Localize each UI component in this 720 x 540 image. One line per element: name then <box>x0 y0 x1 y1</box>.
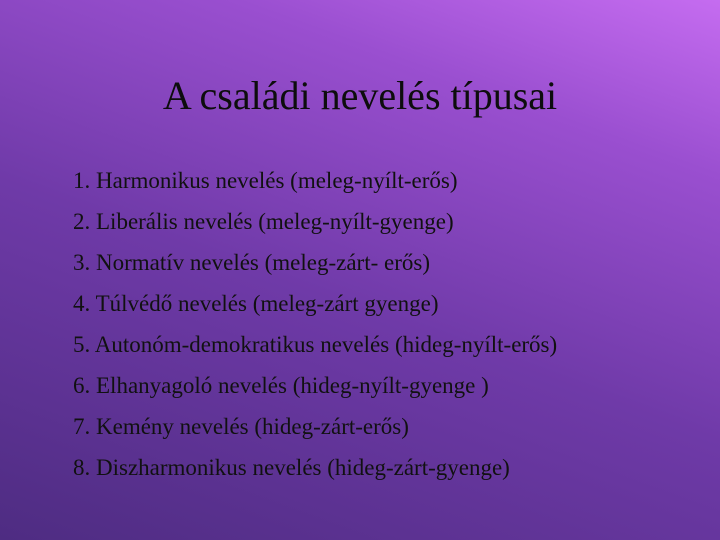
list-item: 8. Diszharmonikus nevelés (hideg-zárt-gyenge) <box>73 455 510 480</box>
list-item: 1. Harmonikus nevelés (meleg-nyílt-erős) <box>73 168 458 193</box>
list-item: 3. Normatív nevelés (meleg-zárt- erős) <box>73 250 430 275</box>
slide-title: A családi nevelés típusai <box>162 73 558 118</box>
list-item: 7. Kemény nevelés (hideg-zárt-erős) <box>73 414 409 439</box>
list-item: 5. Autonóm-demokratikus nevelés (hideg-nyílt-erős) <box>73 332 558 357</box>
list-item: 2. Liberális nevelés (meleg-nyílt-gyenge) <box>73 209 454 234</box>
list-item: 6. Elhanyagoló nevelés (hideg-nyílt-gyenge ) <box>73 373 489 398</box>
nevelés-types-list <box>73 160 557 488</box>
list-item: 4. Túlvédő nevelés (meleg-zárt gyenge) <box>73 291 439 316</box>
